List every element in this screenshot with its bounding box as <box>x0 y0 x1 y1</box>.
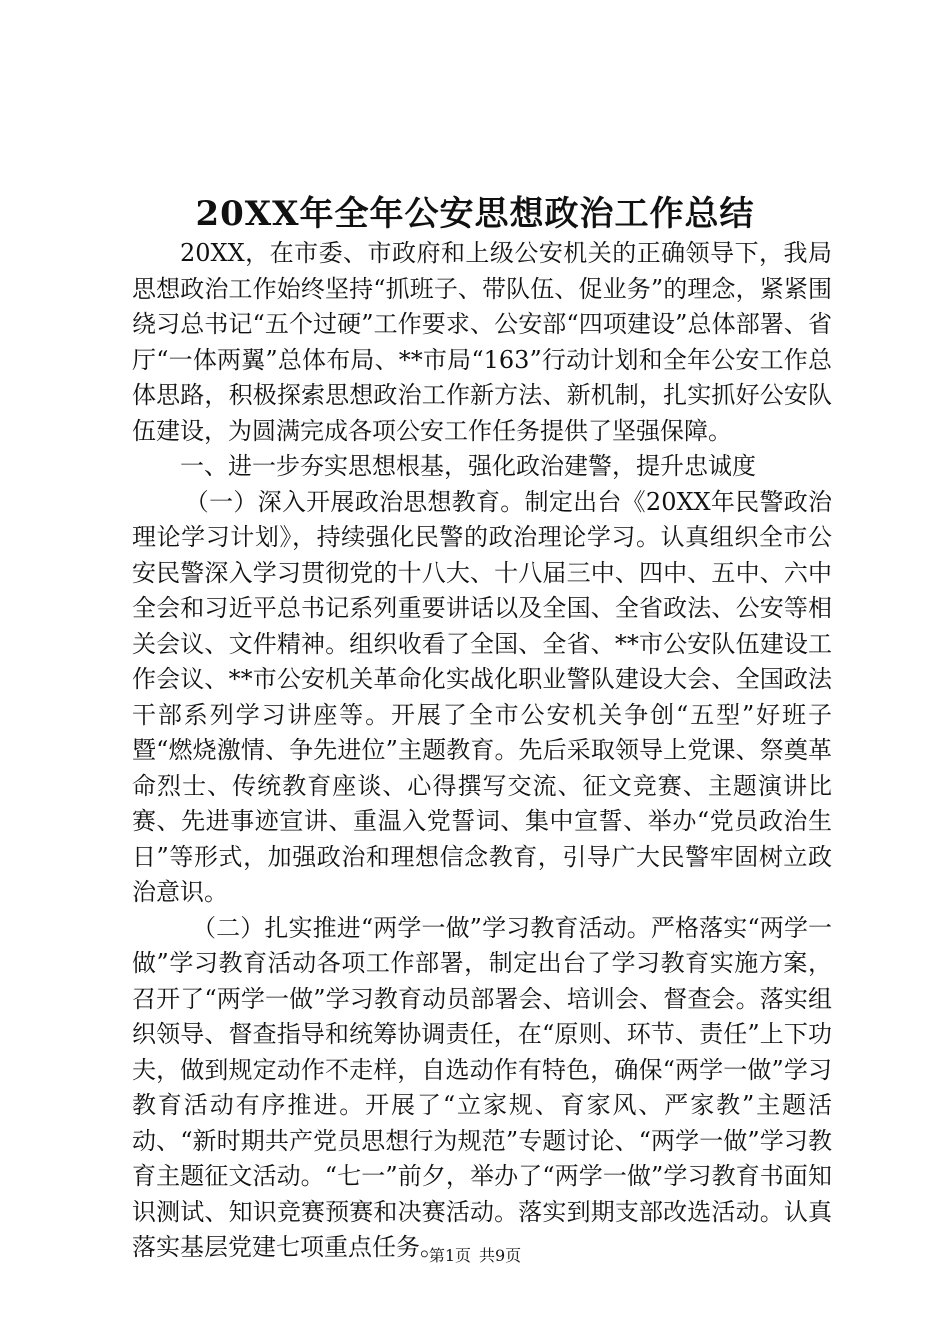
document-body <box>132 236 832 1266</box>
page-number: 第1页 <box>428 1246 471 1265</box>
page-total: 共9页 <box>479 1246 522 1265</box>
subsection-paragraph-2: （二）扎实推进“两学一做”学习教育活动。严格落实“两学一做”学习教育活动各项工作部署，制定出台了学习教育实施方案，召开了“两学一做”学习教育动员部署会、培训会、督查会。落实组织领导、督查指导和统筹协调责任，在“原则、环节、责任”上下功夫，做到规定动作不走样，自选动作有特色，确保“两学一做”学习教育活动有序推进。开展了“立家规、育家风、严家教”主题活动、“新时期共产党员思想行为规范”专题讨论、“两学一做”学习教育主题征文活动。“七一”前夕，举办了“两学一做”学习教育书面知识测试、知识竞赛预赛和决赛活动。落实到期支部改选活动。认真落实基层党建七项重点任务。 <box>132 913 832 1261</box>
document-title: 20XX年全年公安思想政治工作总结 <box>195 194 755 234</box>
section-heading-1: 一、进一步夯实思想根基，强化政治建警，提升忠诚度 <box>180 452 756 480</box>
subsection-paragraph-1: （一）深入开展政治思想教育。制定出台《20XX年民警政治理论学习计划》，持续强化民警的政治理论学习。认真组织全市公安民警深入学习贯彻党的十八大、十八届三中、四中、五中、六中全会和习近平总书记系列重要讲话以及全国、全省政法、公安等相关会议、文件精神。组织收看了全国、全省、**市公安队伍建设工作会议、**市公安机关革命化实战化职业警队建设大会、全国政法干部系列学习讲座等。开展了全市公安机关争创“五型”好班子暨“燃烧激情、争先进位”主题教育。先后采取领导上党课、祭奠革命烈士、传统教育座谈、心得撰写交流、征文竞赛、主题演讲比赛、先进事迹宣讲、重温入党誓词、集中宣誓、举办“党员政治生日”等形式，加强政治和理想信念教育，引导广大民警牢固树立政治意识。 <box>132 487 832 906</box>
page-footer <box>0 1243 950 1266</box>
intro-paragraph: 20XX，在市委、市政府和上级公安机关的正确领导下，我局思想政治工作始终坚持“抓班子、带队伍、促业务”的理念，紧紧围绕习总书记“五个过硬”工作要求、公安部“四项建设”总体部署、省厅“一体两翼”总体布局、**市局“163”行动计划和全年公安工作总体思路，积极探索思想政治工作新方法、新机制，扎实抓好公安队伍建设，为圆满完成各项公安工作任务提供了坚强保障。 <box>132 239 832 445</box>
